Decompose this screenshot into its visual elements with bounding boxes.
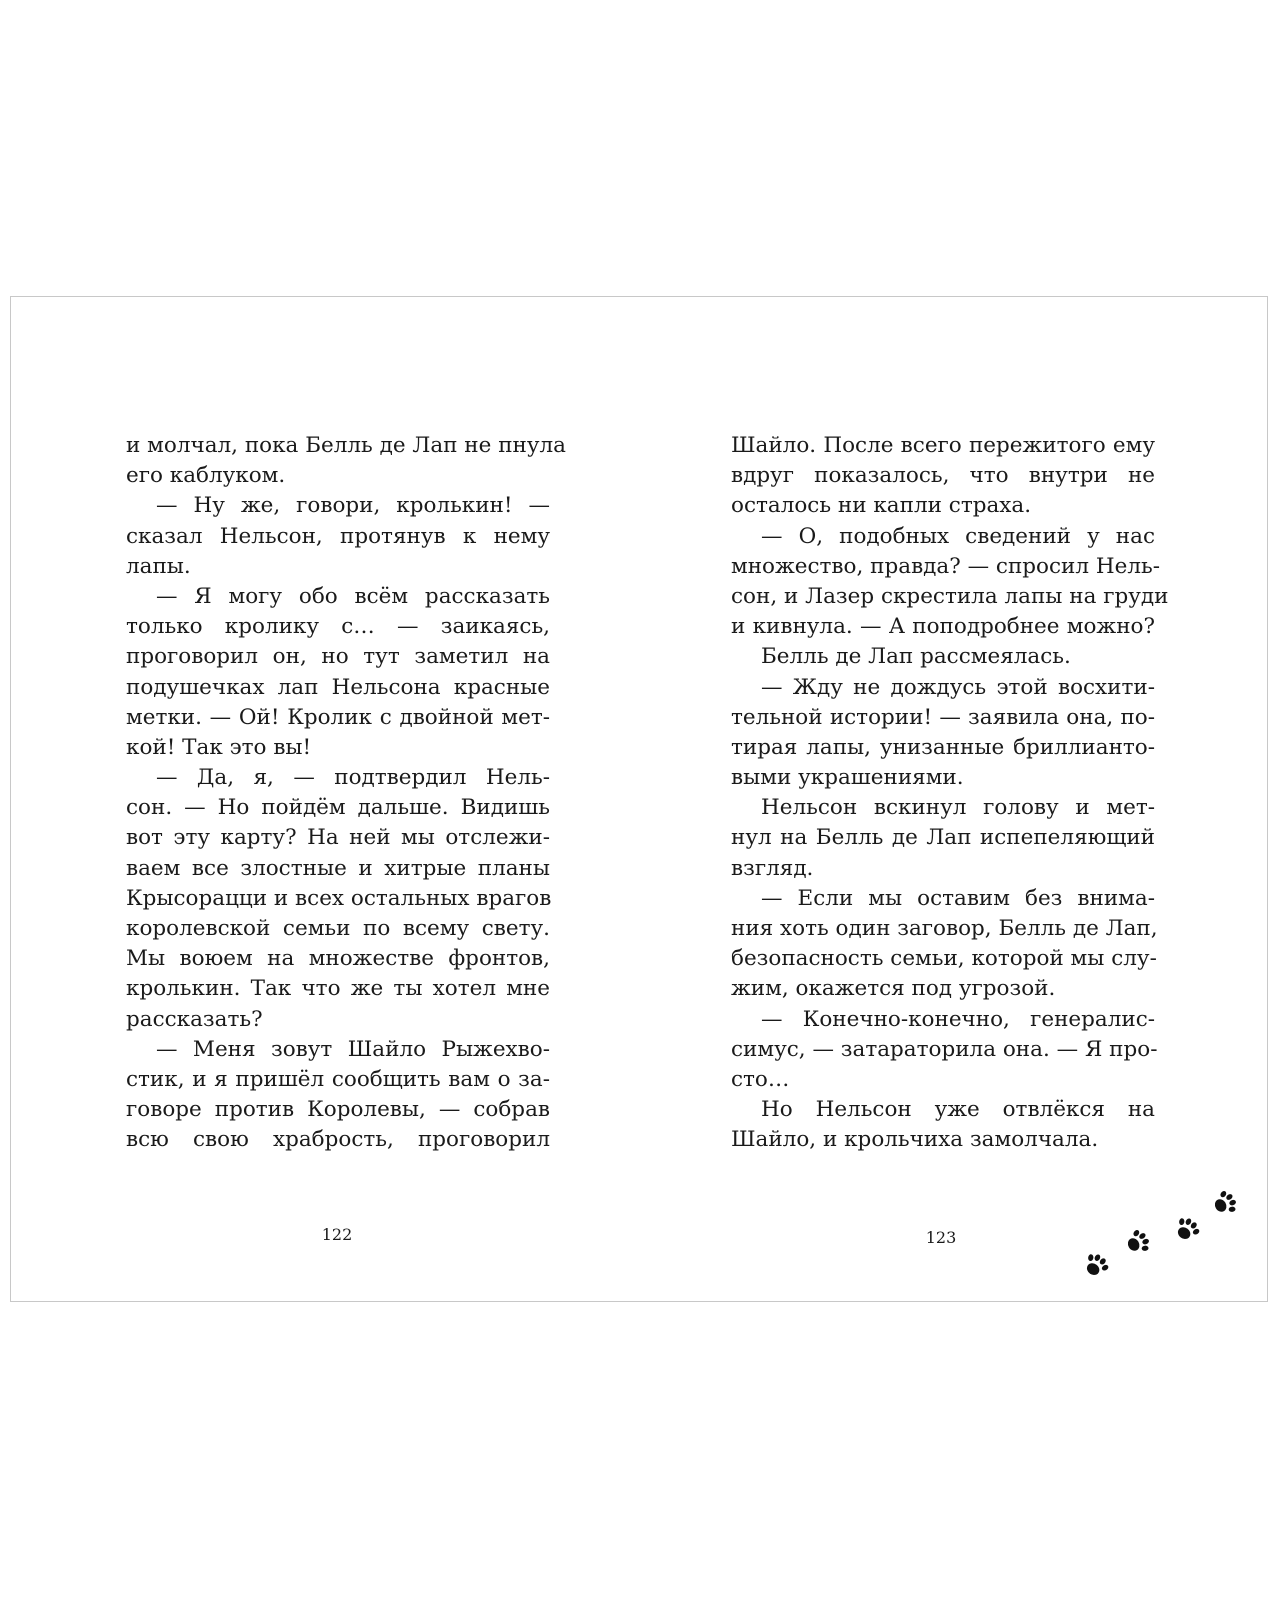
text-line: Белль де Лап рассмеялась. <box>761 644 1071 670</box>
text-line: всю свою храбрость, проговорил <box>126 1127 550 1153</box>
text-line: симус, — затараторила она. — Я про- <box>731 1036 1158 1062</box>
text-line: тельной истории! — заявила она, по- <box>731 704 1155 730</box>
text-line: сон. — Но пойдём дальше. Видишь <box>126 795 550 821</box>
text-line: проговорил он, но тут заметил на <box>126 644 550 670</box>
left-page-text <box>126 431 566 1156</box>
text-line: взгляд. <box>731 855 814 881</box>
text-line: подушечках лап Нельсона красные <box>126 674 550 700</box>
text-line: множество, правда? — спросил Нель- <box>731 553 1160 579</box>
text-line: Шайло, и крольчиха замолчала. <box>731 1127 1099 1153</box>
text-line: рассказать? <box>126 1006 263 1032</box>
text-line: тирая лапы, унизанные бриллианто- <box>731 734 1155 760</box>
text-line: и молчал, пока Белль де Лап не пнула <box>126 433 566 458</box>
text-line: — Конечно-конечно, генералис- <box>761 1006 1155 1032</box>
text-line: только кролику с… — заикаясь, <box>126 614 550 640</box>
text-line: ния хоть один заговор, Белль де Лап, <box>731 916 1158 941</box>
right-page-text <box>731 431 1169 1156</box>
text-line: — Меня зовут Шайло Рыжехво- <box>156 1036 550 1062</box>
text-line: вдруг показалось, что внутри не <box>731 463 1155 489</box>
page-number-right: 123 <box>925 1228 957 1247</box>
text-line: кролькин. Так что же ты хотел мне <box>126 976 550 1002</box>
text-line: — Я могу обо всём рассказать <box>156 583 550 609</box>
text-line: говоре против Королевы, — собрав <box>126 1097 550 1123</box>
text-line: вот эту карту? На ней мы отслежи- <box>126 825 550 851</box>
text-line: выми украшениями. <box>731 765 964 791</box>
text-line: нул на Белль де Лап испепеляющий <box>731 825 1155 851</box>
text-line: — О, подобных сведений у нас <box>761 523 1155 549</box>
text-line: сон, и Лазер скрестила лапы на груди <box>731 583 1169 609</box>
text-line: — Ну же, говори, кролькин! — <box>156 493 550 519</box>
text-line: Мы воюем на множестве фронтов, <box>126 946 550 972</box>
text-line: осталось ни капли страха. <box>731 493 1032 519</box>
text-line: — Если мы оставим без внима- <box>761 885 1155 911</box>
text-line: Но Нельсон уже отвлёкся на <box>761 1097 1155 1123</box>
text-line: — Жду не дождусь этой восхити- <box>761 674 1155 700</box>
text-line: Крысорацци и всех остальных врагов <box>126 885 552 911</box>
text-line: кой! Так это вы! <box>126 734 312 760</box>
text-line: сто… <box>731 1066 790 1092</box>
page-number-left: 122 <box>321 1225 353 1244</box>
text-line: Нельсон вскинул голову и мет- <box>761 795 1155 821</box>
text-line: лапы. <box>126 553 191 579</box>
text-line: безопасность семьи, которой мы слу- <box>731 946 1157 972</box>
text-line: Шайло. После всего пережитого ему <box>731 433 1155 458</box>
text-line: жим, окажется под угрозой. <box>731 976 1056 1002</box>
text-line: стик, и я пришёл сообщить вам о за- <box>126 1066 550 1092</box>
text-line: сказал Нельсон, протянув к нему <box>126 523 550 549</box>
text-line: — Да, я, — подтвердил Нель- <box>156 765 550 791</box>
text-line: и кивнула. — А поподробнее можно? <box>731 614 1155 640</box>
text-line: королевской семьи по всему свету. <box>126 916 550 941</box>
text-line: его каблуком. <box>126 463 286 489</box>
text-line: ваем все злостные и хитрые планы <box>126 855 550 881</box>
text-line: метки. — Ой! Кролик с двойной мет- <box>126 704 550 730</box>
